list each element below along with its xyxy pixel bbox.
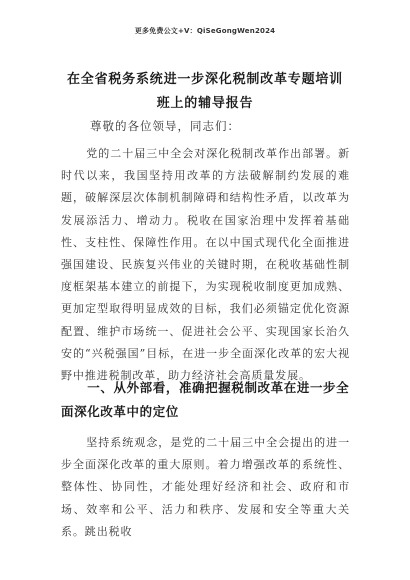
body-paragraph-1: 党的二十届三中全会对深化税制改革作出部署。新时代以来，我国坚持用改革的方法破解制约发展的难题，破解深层次体制机制障碍和结构性矛盾，以改革为发展添活力、增动力。税收在国家治理中发挥着基础性、支柱性、保障性作用。在以中国式现代化全面推进强国建设、民族复兴伟业的关键时期，在税收基础性制度框架基本建立的前提下，为实现税收制度更加成熟、更加定型取得明显成效的目标，我们必须锚定优化资源配置、维护市场统一、促进社会公平、实现国家长治久安的“兴税强国”目标，在进一步全面深化改革的宏大视野中推进税制改革，助力经济社会高质量发展。 <box>61 147 350 383</box>
header-promo-note: 更多免费公文+V：QiSeGongWen2024 <box>134 27 276 35</box>
body-paragraph-2: 坚持系统观念，是党的二十届三中全会提出的进一步全面深化改革的重大原则。着力增强改革的系统性、整体性、协同性，才能处理好经济和社会、政府和市场、效率和公平、活力和秩序、发展和安全等重大关系。跳出税收 <box>61 436 350 538</box>
document-title: 在全省税务系统进一步深化税制改革专题培训班上的辅导报告 <box>66 72 343 111</box>
salutation: 尊敬的各位领导，同志们： <box>90 119 240 133</box>
section-heading-1: 一、从外部看，准确把握税制改革在进一步全面深化改革中的定位 <box>61 380 350 419</box>
